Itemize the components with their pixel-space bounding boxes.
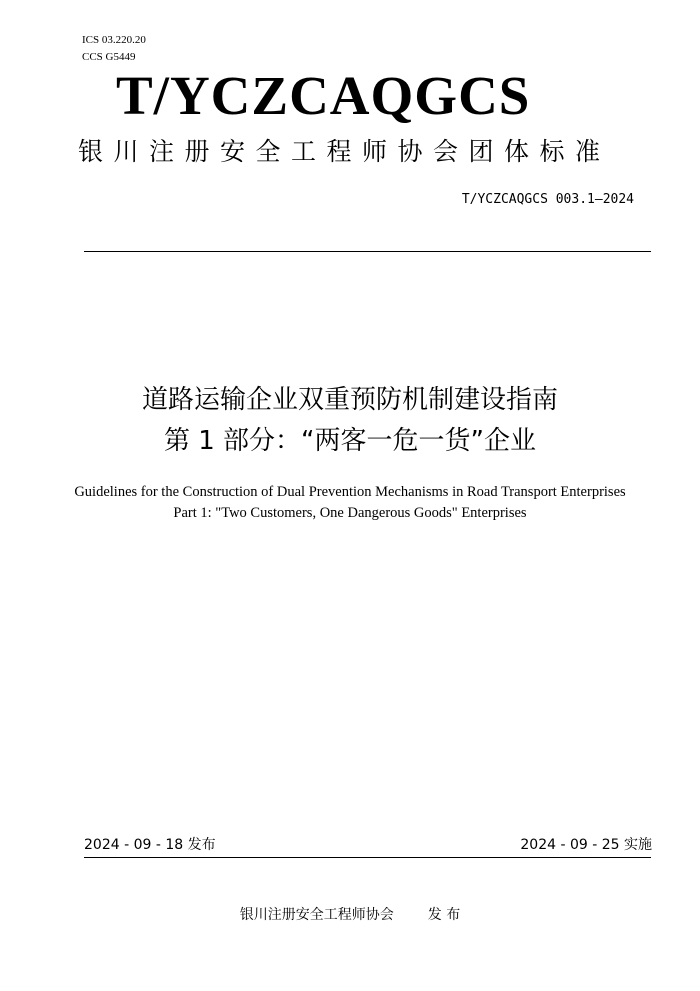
title-chinese-line-2: 第 1 部分：“两客一危一货”企业: [163, 426, 536, 456]
implementation-date: 2024 - 09 - 25 实施: [520, 837, 652, 853]
ccs-code: CCS G5449: [82, 51, 136, 63]
title-chinese-line-1: 道路运输企业双重预防机制建设指南: [141, 385, 558, 415]
title-english: Guidelines for the Construction of Dual Prevention Mechanisms in Road Transport Enterprises Part 1: "Two Customers, One Dangerous Goods" Enterprises: [74, 484, 626, 521]
bottom-divider: [84, 857, 651, 858]
issue-date: 2024 - 09 - 18 发布: [84, 837, 216, 853]
publisher-suffix: 发 布: [427, 907, 461, 923]
publisher-name: 银川注册安全工程师协会: [239, 907, 394, 923]
publisher-line: [0, 905, 700, 925]
top-divider: [84, 251, 651, 252]
ics-code: ICS 03.220.20: [82, 34, 146, 46]
organization-title: 银川注册安全工程师协会团体标准: [78, 137, 611, 166]
document-number: T/YCZCAQGCS 003.1—2024: [461, 192, 634, 207]
standard-code: T/YCZCAQGCS: [116, 65, 531, 126]
